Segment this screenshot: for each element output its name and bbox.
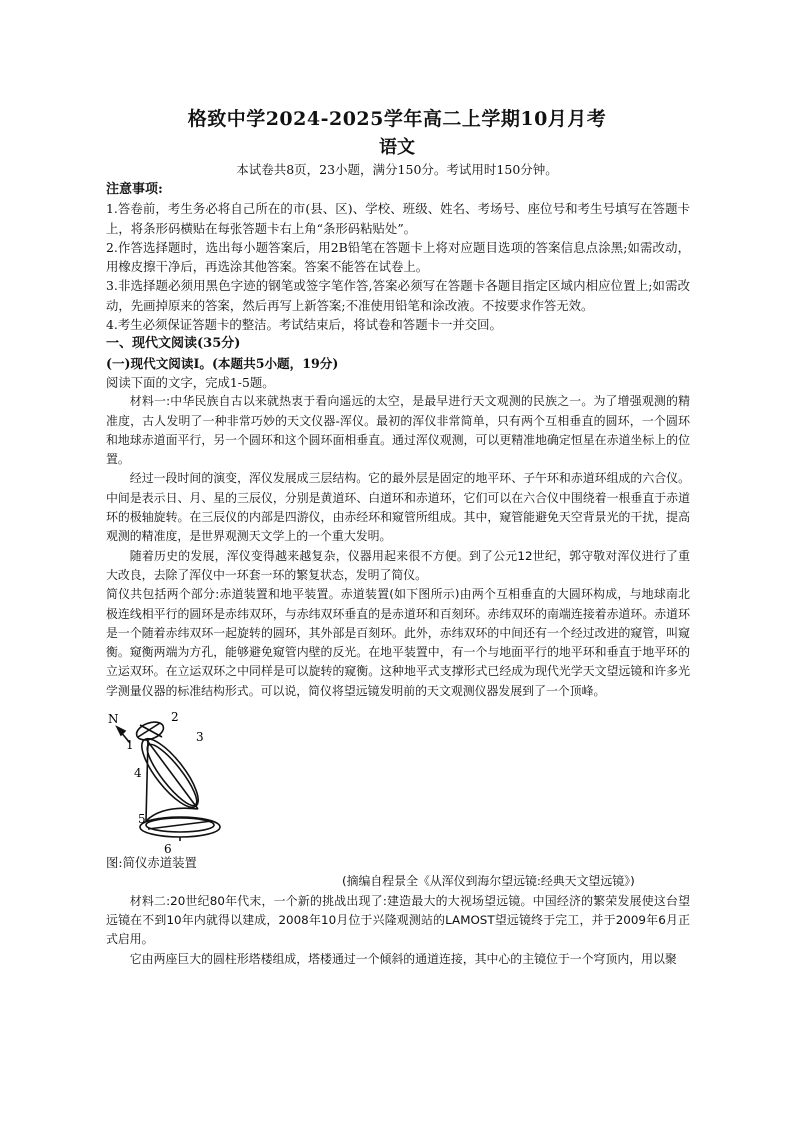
passage-paragraph-1: 材料一:中华民族自古以来就热衷于看向遥远的太空，是最早进行天文观测的民族之一。为了增强观测的精准度，古人发明了一种非常巧妙的天文仪器-浑仪。最初的浑仪非常简单，只有两个互相垂直的圆环，一个圆环和地球赤道面平行，另一个圆环和这个圆环面相垂直。通过浑仪观测，可以更精准地确定恒星在赤道坐标上的位置。 [106, 394, 690, 467]
figure-label-4: 4 [134, 766, 142, 781]
figure-label-3: 3 [196, 730, 204, 745]
passage-paragraph-4: 简仪共包括两个部分:赤道装置和地平装置。赤道装置(如下图所示)由两个互相垂直的大圆环构成，与地球南北极连线相平行的圆环是赤纬双环，与赤纬双环垂直的是赤道环和百刻环。赤纬双环的南端连接着赤道环。赤道环是一个随着赤纬双环一起旋转的圆环，其外部是百刻环。此外，赤纬双环的中间还有一个经过改进的窥管，叫窥衡。窥衡两端为方孔，能够避免窥管内壁的反光。在地平装置中，有一个与地面平行的地平环和垂直于地平环的立运双环。在立运双环之中同样是可以旋转的窥衡。这种地平式支撑形式已经成为现代光学天文望远镜和许多光学测量仪器的标准结构形式。可以说，简仪将望远镜发明前的天文观测仪器发展到了一个顶峰。 [106, 587, 690, 698]
figure-label-6: 6 [164, 842, 172, 857]
figure-label-5: 5 [138, 812, 146, 827]
source-citation: (摘编自程景全《从浑仪到海尔望远镜:经典天文望远镜》) [342, 874, 635, 889]
figure-caption: 图:简仪赤道装置 [106, 855, 197, 871]
passage-paragraph-3: 随着历史的发展，浑仪变得越来越复杂，仪器用起来很不方便。到了公元12世纪，郭守敬对浑仪进行了重大改良，去除了浑仪中一环套一环的繁复状态，发明了简仪。 [106, 548, 690, 582]
equatorial-device-drawing [108, 709, 228, 857]
passage-paragraph-2: 经过一段时间的演变，浑仪发展成三层结构。它的最外层是固定的地平环、子午环和赤道环组成的六合仪。中间是表示日、月、星的三辰仪，分别是黄道环、白道环和赤道环，它们可以在六合仪中围绕着一根垂直于赤道环的极轴旋转。在三辰仪的内部是四游仪，由赤经环和窥管所组成。其中，窥管能避免天空背景光的干扰，提高观测的精准度，是世界观测天文学上的一个重大发明。 [106, 471, 690, 544]
notice-item-3: 3.非选择题必须用黑色字迹的钢笔或签字笔作答,答案必须写在答题卡各题目指定区域内相应位置上;如需改动，先画掉原来的答案，然后再写上新答案;不准使用铅笔和涂改液。不按要求作答无效。 [106, 278, 690, 313]
exam-info: 本试卷共8页，23小题，满分150分。考试用时150分钟。 [236, 162, 558, 177]
exam-title: 格致中学2024-2025学年高二上学期10月月考 [187, 108, 607, 130]
reading-instruction: 阅读下面的文字，完成1-5题。 [106, 374, 275, 390]
passage-paragraph-6: 它由两座巨大的圆柱形塔楼组成，塔楼通过一个倾斜的通道连接，其中心的主镜位于一个穹顶内，用以聚 [129, 951, 677, 966]
notice-heading: 注意事项: [106, 182, 163, 197]
notice-item-1: 1.答卷前，考生务必将自己所在的市(县、区)、学校、班级、姓名、考场号、座位号和考生号填写在答题卡上，将条形码横贴在每张答题卡右上角“条形码粘贴处”。 [106, 201, 690, 236]
exam-content [106, 180, 690, 969]
notice-item-4: 4.考生必须保证答题卡的整洁。考试结束后，将试卷和答题卡一并交回。 [106, 317, 502, 333]
figure-label-1: 1 [126, 738, 134, 753]
figure-label-2: 2 [171, 710, 179, 725]
figure-label-n: N [108, 712, 119, 727]
subsection-heading: (一)现代文阅读Ⅰ。(本题共5小题，19分) [106, 355, 339, 371]
passage-paragraph-5: 材料二:20世纪80年代末，一个新的挑战出现了:建造最大的大视场望远镜。中国经济的繁荣发展使这台望远镜在不到10年内就得以建成，2008年10月位于兴隆观测站的LAMOST望远镜终于完工，并于2009年6月正式启用。 [106, 893, 690, 947]
equatorial-device-figure [106, 701, 690, 857]
notice-item-2: 2.作答选择题时，选出每小题答案后，用2B铅笔在答题卡上将对应题目选项的答案信息点涂黑;如需改动，用橡皮擦干净后，再选涂其他答案。答案不能答在试卷上。 [106, 239, 690, 275]
exam-subject: 语文 [379, 137, 415, 158]
section-heading: 一、现代文阅读(35分) [106, 336, 241, 352]
